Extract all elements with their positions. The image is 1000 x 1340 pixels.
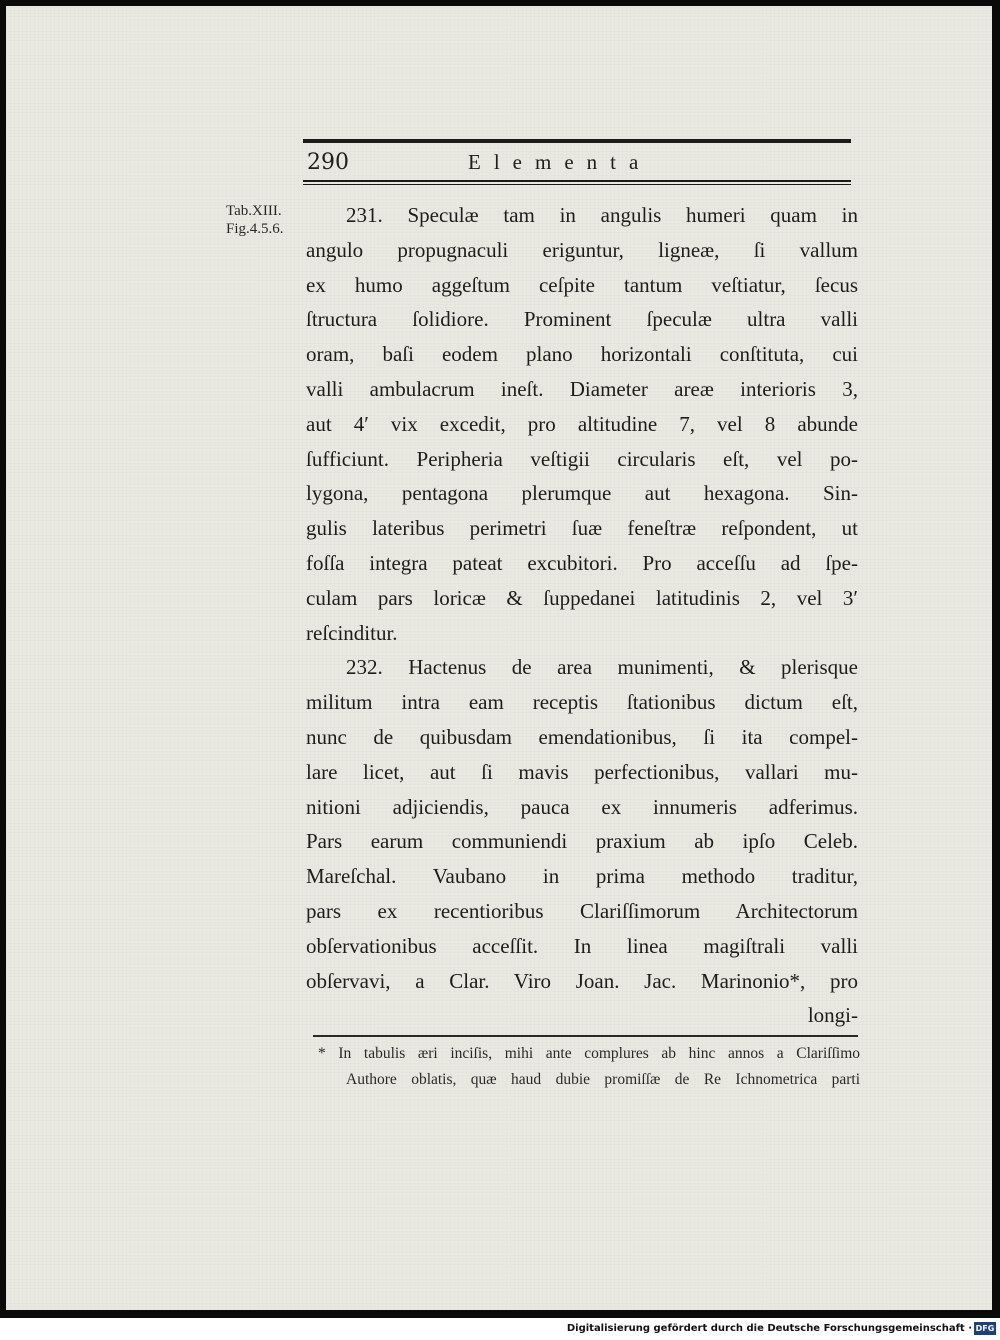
- text-line: oram, baſi eodem plano horizontali conſtituta, cui: [306, 342, 858, 367]
- catchword: longi-: [807, 1003, 858, 1028]
- text-line: ſufficiunt. Peripheria veſtigii circularis eſt, vel po-: [306, 446, 858, 471]
- margin-note-figure-ref: Fig.4.5.6.: [226, 221, 284, 237]
- text-line: culam pars loricæ & ſuppedanei latitudinis 2, vel 3′: [306, 585, 858, 610]
- text-line: foſſa integra pateat excubitori. Pro acceſſu ad ſpe-: [306, 550, 858, 575]
- text-line: Pars earum communiendi praxium ab ipſo Celeb.: [306, 829, 858, 854]
- header-rule-bottom: [303, 180, 851, 182]
- text-line: reſcinditur.: [306, 620, 398, 645]
- page-number: 290: [307, 150, 349, 175]
- text-line: aut 4′ vix excedit, pro altitudine 7, vel 8 abunde: [306, 411, 858, 436]
- text-line: angulo propugnaculi eriguntur, ligneæ, ſi vallum: [306, 237, 858, 262]
- footnote-line: * In tabulis æri inciſis, mihi ante complures ab hinc annos a Clariſſimo: [318, 1045, 860, 1062]
- text-line: Mareſchal. Vaubano in prima methodo traditur,: [306, 864, 858, 889]
- text-line: obſervationibus acceſſit. In linea magiſtrali valli: [306, 933, 858, 958]
- margin-note-table-ref: Tab.XIII.: [226, 203, 282, 219]
- text-line: ex humo aggeſtum ceſpite tantum veſtiatur, ſecus: [306, 272, 858, 297]
- body-text: [306, 198, 858, 1033]
- text-line: nunc de quibusdam emendationibus, ſi ita compel-: [306, 724, 858, 749]
- digitization-credit: Digitalisierung gefördert durch die Deutsche Forschungsgemeinschaft ·: [566, 1323, 972, 1334]
- dfg-logo-icon: DFG: [975, 1324, 995, 1333]
- footnote-line: Authore oblatis, quæ haud dubie promiſſæ de Re Ichnometrica parti: [346, 1071, 860, 1088]
- text-line: pars ex recentioribus Clariſſimorum Architectorum: [306, 898, 858, 923]
- footnote-rule: [313, 1035, 858, 1037]
- text-line: obſervavi, a Clar. Viro Joan. Jac. Marinonio*, pro: [306, 968, 858, 993]
- footnote: [318, 1041, 860, 1093]
- text-line: 232. Hactenus de area munimenti, & plerisque: [346, 655, 858, 680]
- margin-note: [226, 202, 284, 238]
- text-line: lare licet, aut ſi mavis perfectionibus, vallari mu-: [306, 759, 858, 784]
- header-rule-top: [303, 139, 851, 143]
- running-head: Elementa: [468, 150, 652, 174]
- text-line: 231. Speculæ tam in angulis humeri quam in: [346, 203, 858, 227]
- text-line: ſtructura ſolidiore. Prominent ſpeculæ ultra valli: [306, 307, 858, 332]
- text-line: gulis lateribus perimetri ſuæ feneſtræ reſpondent, ut: [306, 516, 858, 541]
- text-line: nitioni adjiciendis, pauca ex innumeris adferimus.: [306, 794, 858, 819]
- text-line: valli ambulacrum ineſt. Diameter areæ interioris 3,: [306, 376, 858, 401]
- text-line: militum intra eam receptis ſtationibus dictum eſt,: [306, 690, 858, 715]
- text-line: lygona, pentagona plerumque aut hexagona. Sin-: [306, 481, 858, 506]
- header-rule-bottom-secondary: [303, 184, 851, 185]
